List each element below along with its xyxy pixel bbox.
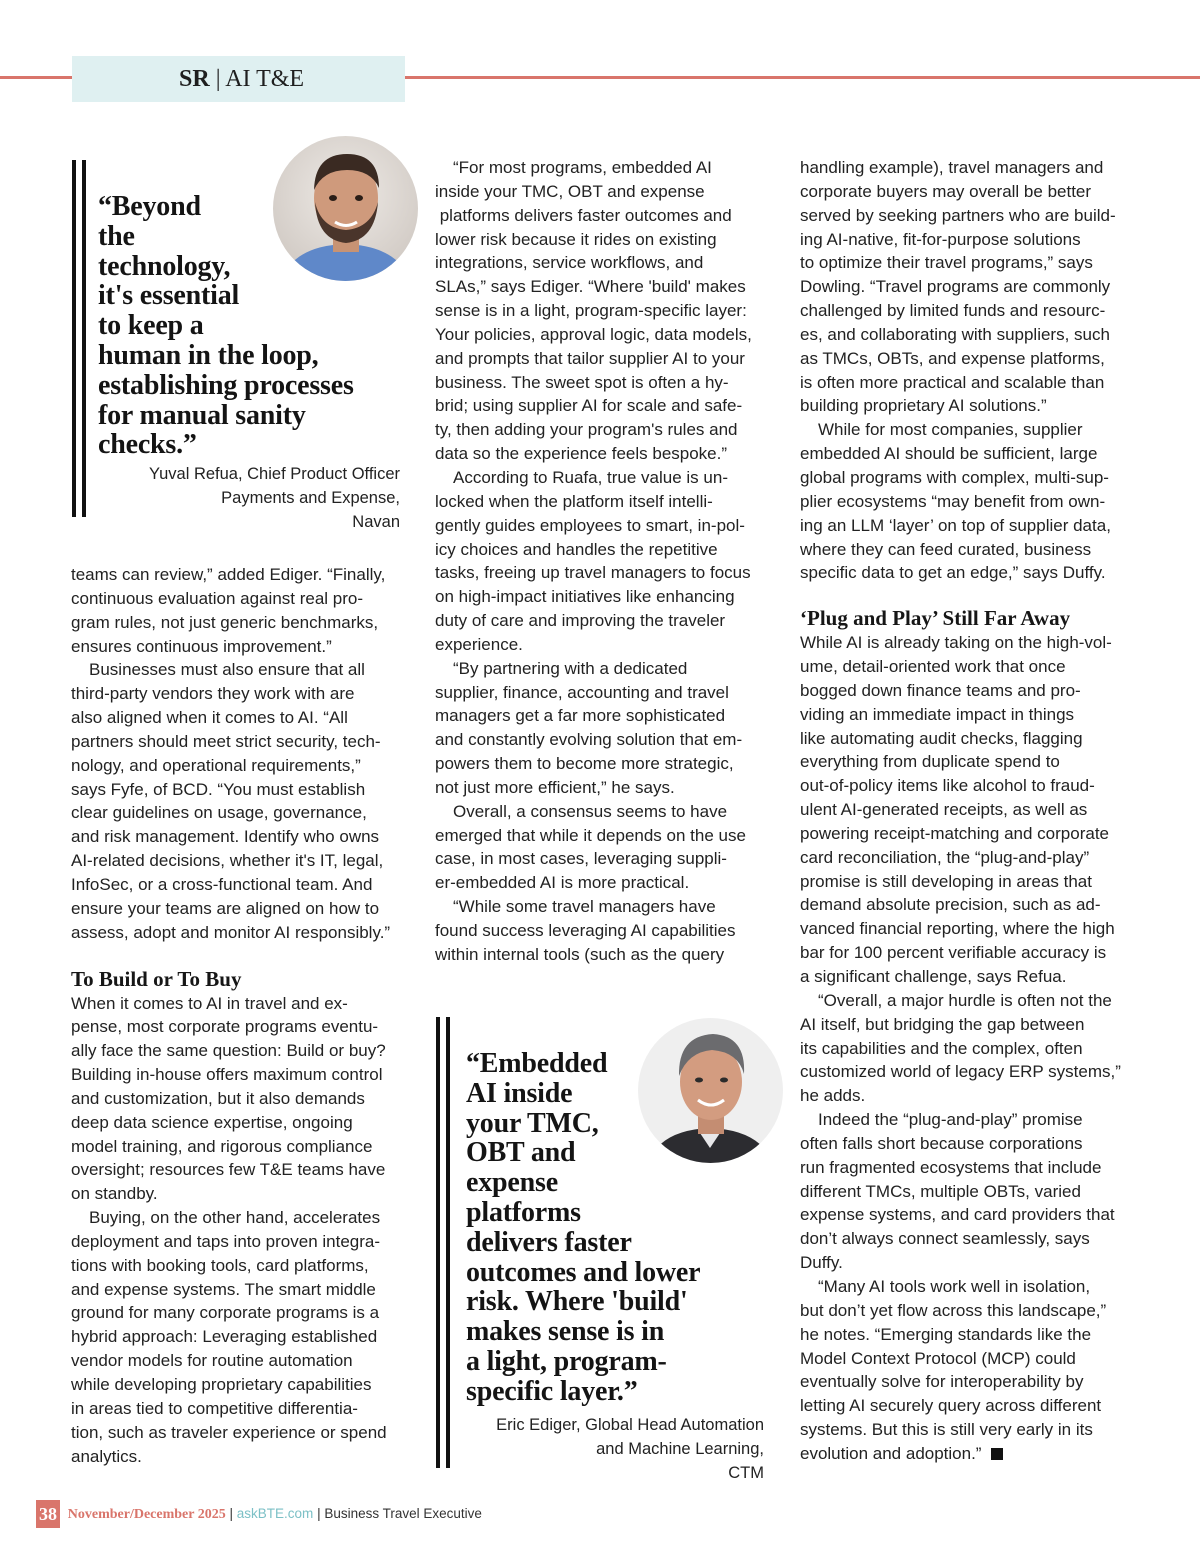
text-line: Navan (352, 512, 400, 531)
subheading-build-or-buy: To Build or To Buy (71, 966, 242, 991)
text-line: managers get a far more sophisticated (435, 706, 726, 726)
text-line: data so the experience feels bespoke.” (435, 444, 728, 464)
text-line: out-of-policy items like alcohol to fraud- (800, 776, 1095, 796)
text-line: demand absolute precision, such as ad- (800, 895, 1101, 915)
portrait-yuval-refua (273, 136, 418, 281)
text-line: Payments and Expense, (221, 488, 400, 507)
text-line: “Beyond (98, 191, 201, 222)
quote-bar (82, 160, 86, 517)
text-line: bar for 100 percent verifiable accuracy is (800, 943, 1107, 963)
text-line: for manual sanity (98, 399, 306, 431)
text-line: business. The sweet spot is often a hy- (435, 372, 729, 392)
column-2 (435, 156, 770, 967)
paragraph (800, 418, 1135, 585)
text-line: ulent AI-generated receipts, as well as (800, 800, 1088, 820)
paragraph (800, 631, 1135, 989)
text-line: to optimize their travel programs,” says (800, 253, 1093, 273)
text-line: evolution and adoption.” (800, 1443, 982, 1463)
text-line: vendor models for routine automation (71, 1351, 353, 1371)
publication-name: Business Travel Executive (324, 1506, 482, 1521)
column-3 (800, 156, 1135, 1466)
text-line: Model Context Protocol (MCP) could (800, 1348, 1076, 1368)
pull-quote-attribution (98, 445, 400, 550)
text-line: supplier, finance, accounting and travel (435, 682, 729, 702)
text-line: ensures continuous improvement.” (71, 636, 332, 656)
text-line: embedded AI should be sufficient, large (800, 444, 1098, 464)
text-line: says Fyfe, of BCD. “You must establish (71, 779, 366, 799)
text-line: in areas tied to competitive differentia- (71, 1398, 358, 1418)
text-line: duty of care and improving the traveler (435, 611, 726, 631)
text-line: OBT and (466, 1137, 576, 1169)
text-line: outcomes and lower (466, 1256, 701, 1288)
text-line: as TMCs, OBTs, and expense platforms, (800, 348, 1105, 368)
text-line: deep data science expertise, ongoing (71, 1112, 353, 1132)
paragraph (71, 563, 406, 658)
text-line: human in the loop, (98, 339, 319, 371)
text-line: ing AI-native, fit-for-purpose solutions (800, 229, 1081, 249)
text-line: brid; using supplier AI for scale and safe- (435, 396, 743, 416)
text-line: oversight; resources few T&E teams have (71, 1160, 386, 1180)
paragraph (71, 658, 406, 944)
quote-bar (446, 1017, 450, 1468)
text-line: Duffy. (800, 1253, 843, 1273)
text-line: and risk management. Identify who owns (71, 827, 380, 847)
text-line: and prompts that tailor supplier AI to your (435, 348, 745, 368)
text-line: different TMCs, multiple OBTs, varied (800, 1181, 1081, 1201)
text-line: he adds. (800, 1086, 866, 1106)
text-line: viding an immediate impact in things (800, 704, 1075, 724)
text-line: “For most programs, embedded AI (453, 158, 712, 177)
text-line: while developing proprietary capabilities (71, 1375, 372, 1394)
text-line: expense systems, and card providers that (800, 1205, 1115, 1225)
text-line: its capabilities and the complex, often (800, 1038, 1083, 1058)
text-line: hybrid approach: Leveraging established (71, 1327, 378, 1347)
text-line: partners should meet strict security, tech- (71, 731, 381, 751)
text-line: building proprietary AI solutions.” (800, 396, 1047, 416)
text-line: corporate buyers may overall be better (800, 181, 1092, 201)
text-line: on high-impact initiatives like enhancing (435, 587, 735, 607)
paragraph (71, 992, 406, 1207)
text-line: and expense systems. The smart middle (71, 1279, 376, 1299)
text-line: gently guides employees to smart, in-pol- (435, 515, 745, 535)
text-line: continuous evaluation against real pro- (71, 588, 364, 608)
text-line: card reconciliation, the “plug-and-play” (800, 847, 1090, 867)
paragraph (800, 156, 1135, 418)
text-line: er-embedded AI is more practical. (435, 873, 690, 893)
text-line: CTM (728, 1463, 764, 1482)
text-line: es, and collaborating with suppliers, such (800, 324, 1110, 344)
text-line: InfoSec, or a cross-functional team. And (71, 874, 373, 894)
text-line: your TMC, (466, 1107, 599, 1139)
text-line: Businesses must also ensure that all (89, 660, 365, 680)
text-line: “Many AI tools work well in isolation, (818, 1276, 1091, 1296)
subheading-plug-and-play: ‘Plug and Play’ Still Far Away (800, 606, 1071, 631)
text-line: risk. Where 'build' (466, 1286, 688, 1318)
text-line: technology, (98, 250, 231, 282)
text-line: case, in most cases, leveraging suppli- (435, 849, 727, 869)
text-line: nology, and operational requirements,” (71, 755, 361, 775)
text-line: to keep a (98, 310, 204, 342)
text-line: vanced financial reporting, where the high (800, 919, 1115, 939)
end-mark-icon (991, 1448, 1003, 1460)
text-line: also aligned when it comes to AI. “All (71, 708, 348, 728)
text-line: found success leveraging AI capabilities (435, 921, 736, 940)
paragraph (435, 156, 770, 466)
text-line: platforms (466, 1196, 581, 1228)
paragraph (71, 1206, 406, 1468)
text-line: and constantly evolving solution that em- (435, 730, 743, 750)
text-line: teams can review,” added Ediger. “Finally, (71, 565, 386, 584)
text-line: emerged that while it depends on the use (435, 825, 746, 845)
text-line: AI itself, but bridging the gap between (800, 1014, 1085, 1034)
attribution-lines (98, 462, 400, 534)
text-line: not just more efficient,” he says. (435, 777, 675, 797)
text-line: Your policies, approval logic, data models, (435, 324, 752, 344)
text-line: “Embedded (466, 1048, 608, 1079)
text-line: “Overall, a major hurdle is often not the (818, 990, 1112, 1010)
text-line: Buying, on the other hand, accelerates (89, 1208, 381, 1228)
text-line: and customization, but it also demands (71, 1088, 365, 1108)
text-line: Building in-house offers maximum control (71, 1065, 383, 1085)
text-line: icy choices and handles the repetitive (435, 539, 718, 559)
text-line: expense (466, 1167, 558, 1199)
quote-bar (72, 160, 76, 517)
text-line: Dowling. “Travel programs are commonly (800, 277, 1111, 297)
text-line: locked when the platform itself intelli- (435, 491, 713, 511)
text-line: don’t always connect seamlessly, says (800, 1229, 1090, 1249)
text-line: pense, most corporate programs eventu- (71, 1017, 379, 1037)
text-line: within internal tools (such as the query (435, 944, 725, 964)
text-line: assess, adopt and monitor AI responsibly.” (71, 922, 391, 942)
text-line: makes sense is in (466, 1316, 665, 1348)
text-line: checks.” (98, 429, 197, 461)
text-line: “While some travel managers have (453, 897, 716, 917)
text-line: plier ecosystems “may benefit from own- (800, 491, 1106, 511)
text-line: eventually solve for interoperability by (800, 1372, 1084, 1392)
text-line: served by seeking partners who are build- (800, 205, 1116, 225)
text-line: handling example), travel managers and (800, 158, 1104, 177)
pull-quote-attribution (466, 1396, 764, 1501)
text-line: the (98, 220, 135, 252)
paragraph (800, 1275, 1135, 1466)
text-line: a significant challenge, says Refua. (800, 967, 1067, 986)
text-line: specific data to get an edge,” says Duffy. (800, 563, 1106, 583)
footer-separator: | (229, 1506, 234, 1521)
text-line: ty, then adding your program's rules and (435, 420, 738, 440)
section-code: SR (179, 66, 210, 92)
text-line: ing an LLM ‘layer’ on top of supplier data, (800, 515, 1111, 535)
text-line: experience. (435, 634, 523, 654)
site-link[interactable]: askBTE.com (236, 1506, 314, 1521)
column-1 (71, 563, 406, 1468)
text-line: integrations, service workflows, and (435, 253, 704, 273)
text-line: model training, and rigorous compliance (71, 1136, 373, 1156)
text-line: establishing processes (98, 369, 354, 401)
paragraph (800, 1108, 1135, 1275)
text-line: it's essential (98, 280, 240, 312)
text-line: AI inside (466, 1077, 573, 1109)
text-line: a light, program- (466, 1345, 667, 1377)
text-line: on standby. (71, 1184, 158, 1204)
header-rule-right (405, 76, 1200, 79)
section-tab (72, 56, 405, 102)
paragraph (435, 800, 770, 895)
text-line: Eric Ediger, Global Head Automation (496, 1415, 764, 1434)
text-line: where they can feed curated, business (800, 539, 1092, 559)
text-line: but don’t yet flow across this landscape,” (800, 1300, 1107, 1320)
text-line: letting AI securely query across different (800, 1396, 1102, 1416)
text-line: When it comes to AI in travel and ex- (71, 993, 348, 1013)
text-line: third-party vendors they work with are (71, 684, 355, 704)
text-line: SLAs,” says Ediger. “Where 'build' makes (435, 277, 746, 297)
text-line: tasks, freeing up travel managers to focus (435, 563, 751, 583)
text-line: often falls short because corporations (800, 1133, 1083, 1153)
text-line: clear guidelines on usage, governance, (71, 803, 367, 823)
text-line: powering receipt-matching and corporate (800, 823, 1110, 843)
text-line: specific layer.” (466, 1375, 638, 1407)
text-line: delivers faster (466, 1226, 632, 1258)
text-line: ume, detail-oriented work that once (800, 657, 1066, 677)
text-line: ally face the same question: Build or buy? (71, 1041, 386, 1061)
text-line: Indeed the “plug-and-play” promise (818, 1110, 1083, 1130)
text-line: inside your TMC, OBT and expense (435, 181, 705, 201)
text-line: run fragmented ecosystems that include (800, 1157, 1102, 1177)
text-line: he notes. “Emerging standards like the (800, 1324, 1092, 1344)
header-rule-left (0, 76, 72, 79)
text-line: tion, such as traveler experience or spend (71, 1422, 387, 1442)
text-line: global programs with complex, multi-sup- (800, 467, 1109, 487)
text-line: While for most companies, supplier (818, 420, 1083, 440)
text-line: ground for many corporate programs is a (71, 1303, 380, 1323)
text-line: sense is in a light, program-specific layer: (435, 301, 747, 321)
text-line: lower risk because it rides on existing (435, 229, 717, 249)
text-line: like automating audit checks, flagging (800, 728, 1083, 748)
paragraph (800, 989, 1135, 1108)
quote-bar (436, 1017, 440, 1468)
section-title: AI T&E (225, 66, 305, 92)
text-line: and Machine Learning, (596, 1439, 764, 1458)
text-line: ensure your teams are aligned on how to (71, 898, 380, 918)
text-line: bogged down finance teams and pro- (800, 680, 1081, 700)
section-separator: | (215, 66, 221, 92)
text-line: analytics. (71, 1446, 142, 1466)
text-line: is often more practical and scalable than (800, 372, 1105, 392)
text-line: While AI is already taking on the high-vol- (800, 633, 1112, 653)
text-line: promise is still developing in areas that (800, 871, 1092, 891)
footer (36, 1500, 482, 1528)
text-line: gram rules, not just generic benchmarks, (71, 612, 379, 632)
text-line: deployment and taps into proven integra- (71, 1231, 381, 1251)
paragraph (435, 657, 770, 800)
paragraph (435, 466, 770, 657)
text-line: “By partnering with a dedicated (453, 658, 688, 678)
page-number: 38 (36, 1500, 60, 1528)
text-line: tions with booking tools, card platforms, (71, 1255, 369, 1275)
paragraph (435, 895, 770, 967)
footer-separator: | (317, 1506, 321, 1521)
portrait-eric-ediger (638, 1018, 783, 1163)
text-line: Yuval Refua, Chief Product Officer (149, 464, 400, 483)
text-line: platforms delivers faster outcomes and (435, 205, 732, 225)
text-line: powers them to become more strategic, (435, 754, 734, 774)
text-line: AI-related decisions, whether it's IT, legal, (71, 851, 384, 871)
text-line: According to Ruafa, true value is un- (453, 467, 728, 487)
text-line: Overall, a consensus seems to have (453, 801, 728, 821)
text-line: systems. But this is still very early in its (800, 1420, 1093, 1440)
text-line: everything from duplicate spend to (800, 752, 1060, 772)
attribution-lines (466, 1413, 764, 1485)
issue-date: November/December 2025 (67, 1507, 226, 1522)
text-line: customized world of legacy ERP systems,” (800, 1062, 1121, 1082)
text-line: challenged by limited funds and resourc- (800, 301, 1106, 321)
